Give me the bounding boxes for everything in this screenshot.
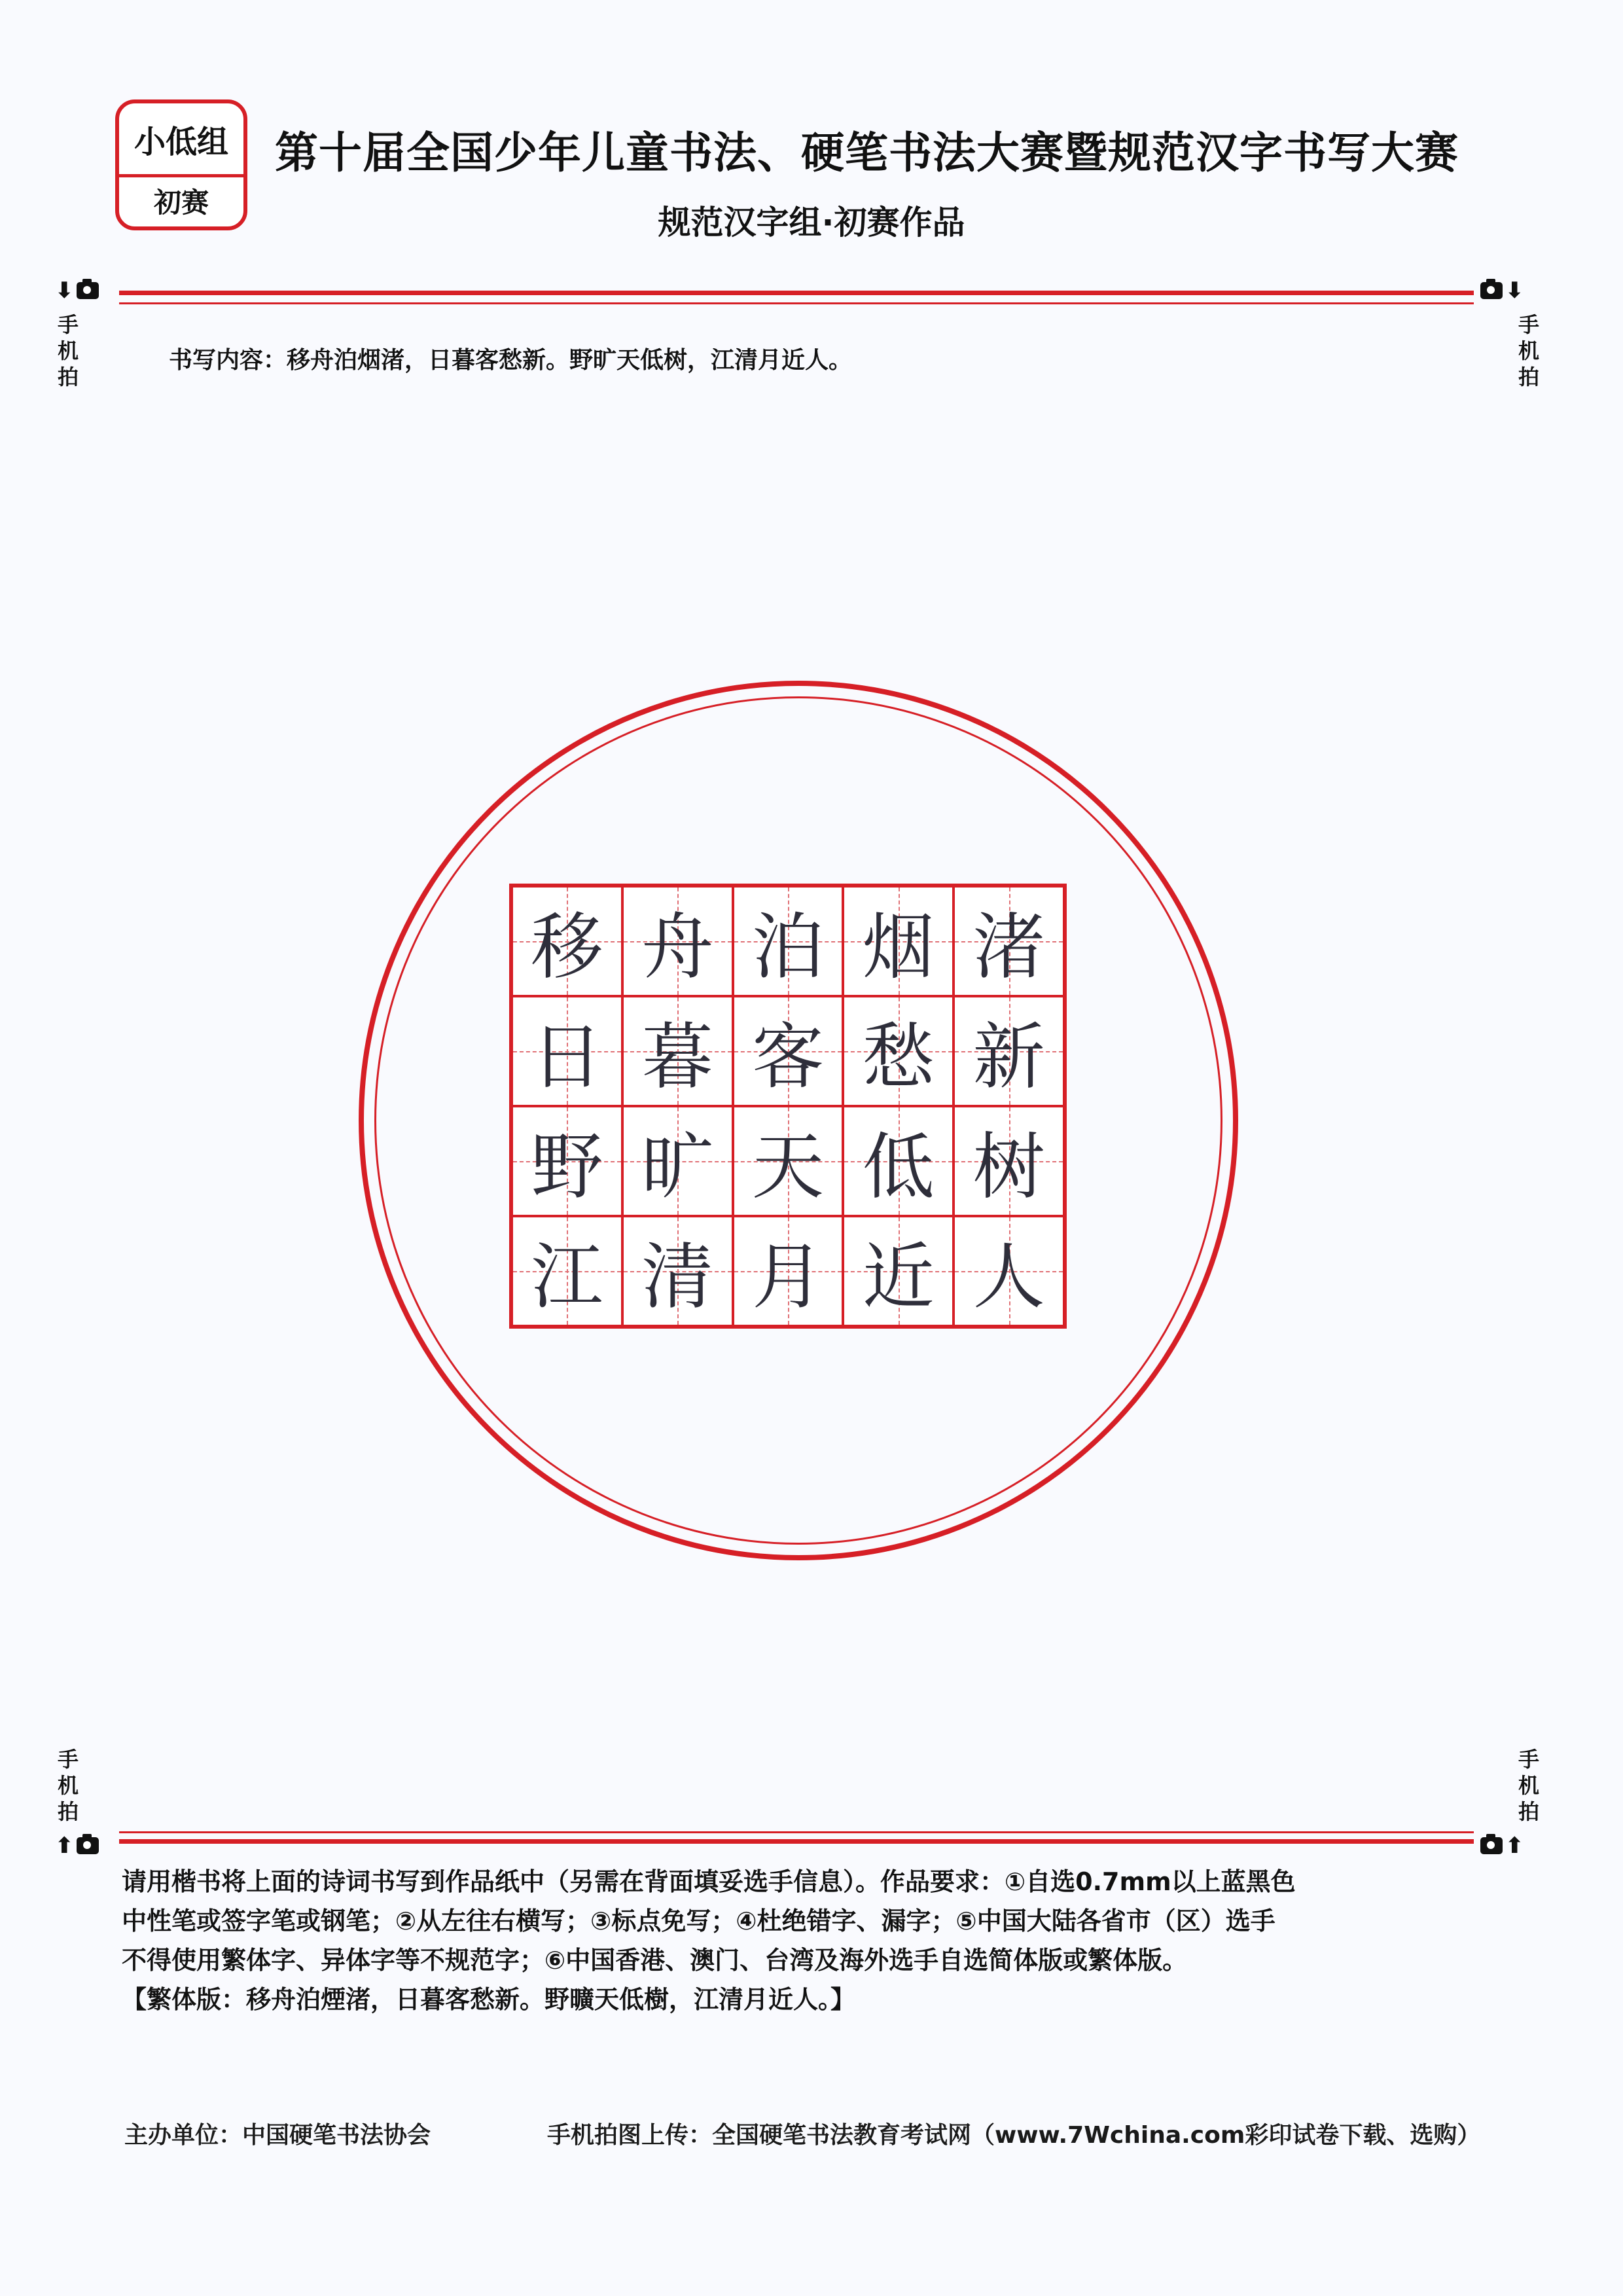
grid-cell — [954, 1106, 1064, 1216]
badge-stage-label: 初赛 — [153, 187, 209, 219]
grid-char: 渚 — [972, 905, 1045, 989]
grid-cell — [843, 886, 954, 996]
writing-content: 书写内容：移舟泊烟渚，日暮客愁新。野旷天低树，江清月近人。 — [169, 347, 853, 374]
label-char: 手 — [57, 312, 79, 337]
organizer-text: 主办单位：中国硬笔书法协会 — [124, 2122, 431, 2149]
grid-char: 愁 — [862, 1015, 935, 1099]
grid-char: 舟 — [641, 905, 714, 989]
grid-char: 清 — [641, 1235, 714, 1319]
grid-char: 客 — [751, 1015, 824, 1099]
label-char: 手 — [1518, 312, 1539, 337]
grid-cell — [512, 886, 622, 996]
arrow-up-icon: ⬆ — [1505, 1833, 1524, 1859]
label-char: 机 — [1518, 1773, 1539, 1798]
grid-cell — [733, 1106, 844, 1216]
grid-cell — [512, 996, 622, 1106]
instructions — [122, 1862, 1483, 2019]
writing-grid — [509, 884, 1067, 1329]
grid-char: 天 — [751, 1125, 824, 1209]
grid-cell — [954, 996, 1064, 1106]
photo-marker-bottom-right — [1480, 1833, 1524, 1859]
label-char: 拍 — [1518, 1799, 1539, 1824]
top-rule-thin — [119, 302, 1474, 304]
upload-text: 手机拍图上传：全国硬笔书法教育考试网（www.7Wchina.com彩印试卷下载、选购） — [547, 2122, 1481, 2149]
label-char: 手 — [1518, 1747, 1539, 1772]
arrow-down-icon: ⬇ — [55, 278, 74, 304]
bottom-rule-thin — [119, 1831, 1474, 1833]
photo-label-bottom-right — [1516, 1746, 1542, 1825]
grid-cell — [622, 1106, 733, 1216]
grid-cell — [622, 1216, 733, 1326]
grid-char: 低 — [862, 1125, 935, 1209]
grid-cell — [843, 996, 954, 1106]
label-char: 拍 — [57, 1799, 79, 1824]
badge-group-label: 小低组 — [119, 103, 243, 177]
grid-cell — [512, 1106, 622, 1216]
camera-icon — [1480, 282, 1503, 299]
arrow-up-icon: ⬆ — [55, 1833, 74, 1859]
photo-marker-top-right — [1480, 278, 1524, 304]
grid-char: 新 — [972, 1015, 1045, 1099]
grid-cell — [843, 1106, 954, 1216]
label-char: 机 — [57, 338, 79, 363]
photo-label-bottom-left — [55, 1746, 81, 1825]
grid-cell — [622, 886, 733, 996]
grid-char: 烟 — [862, 905, 935, 989]
label-char: 拍 — [1518, 365, 1539, 389]
camera-icon — [77, 1837, 99, 1854]
grid-cell — [733, 886, 844, 996]
grid-cell — [733, 996, 844, 1106]
instruction-line: 中性笔或签字笔或钢笔；②从左往右横写；③标点免写；④杜绝错字、漏字；⑤中国大陆各省市（区）选手 — [122, 1907, 1275, 1935]
bottom-rule-thick — [119, 1839, 1474, 1844]
grid-char: 野 — [531, 1125, 603, 1209]
instruction-line: 不得使用繁体字、异体字等不规范字；⑥中国香港、澳门、台湾及海外选手自选简体版或繁体版。 — [122, 1946, 1188, 1975]
grid-char: 江 — [531, 1235, 603, 1319]
label-char: 手 — [57, 1747, 79, 1772]
grid-cell — [954, 886, 1064, 996]
grid-char: 近 — [862, 1235, 935, 1319]
label-char: 机 — [57, 1773, 79, 1798]
page-subtitle: 规范汉字组·初赛作品 — [658, 204, 965, 242]
grid-char: 月 — [751, 1235, 824, 1319]
camera-icon — [77, 282, 99, 299]
grid-char: 暮 — [641, 1015, 714, 1099]
photo-marker-top-left — [55, 278, 99, 304]
grid-char: 日 — [531, 1015, 603, 1099]
grid-char: 移 — [531, 905, 603, 989]
camera-icon — [1480, 1837, 1503, 1854]
photo-marker-bottom-left — [55, 1833, 99, 1859]
grid-cell — [954, 1216, 1064, 1326]
grid-cell — [843, 1216, 954, 1326]
instruction-line: 【繁体版：移舟泊煙渚，日暮客愁新。野曠天低樹，江清月近人。】 — [122, 1985, 856, 2014]
grid-char: 人 — [972, 1235, 1045, 1319]
photo-label-top-right — [1516, 312, 1542, 390]
page-title: 第十届全国少年儿童书法、硬笔书法大赛暨规范汉字书写大赛 — [275, 127, 1459, 178]
label-char: 机 — [1518, 338, 1539, 363]
photo-label-top-left — [55, 312, 81, 390]
top-rule-thick — [119, 291, 1474, 295]
grid-char: 泊 — [751, 905, 824, 989]
grid-cell — [512, 1216, 622, 1326]
arrow-down-icon: ⬇ — [1505, 278, 1524, 304]
grid-cell — [733, 1216, 844, 1326]
grid-char: 树 — [972, 1125, 1045, 1209]
label-char: 拍 — [57, 365, 79, 389]
grid-char: 旷 — [641, 1125, 714, 1209]
grid-cell — [622, 996, 733, 1106]
instruction-line: 请用楷书将上面的诗词书写到作品纸中（另需在背面填妥选手信息）。作品要求：①自选0.7mm以上蓝黑色 — [122, 1867, 1296, 1896]
